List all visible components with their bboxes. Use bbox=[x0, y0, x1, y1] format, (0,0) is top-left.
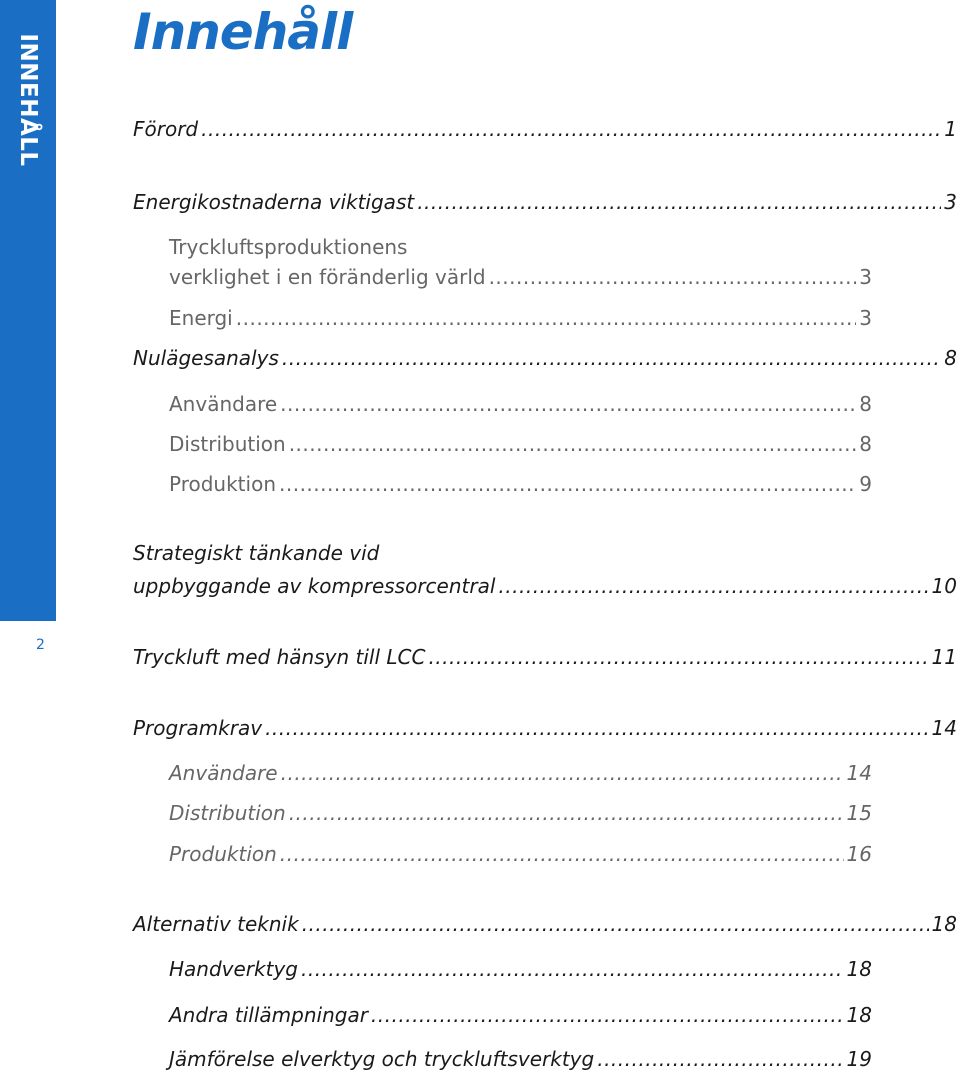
toc-entry-nulagesanalys-produktion[interactable] bbox=[169, 472, 872, 496]
toc-page-number: 16 bbox=[846, 842, 872, 866]
toc-leader bbox=[428, 645, 928, 669]
toc-leader bbox=[289, 801, 844, 825]
toc-label: Nulägesanalys bbox=[133, 346, 279, 370]
toc-leader bbox=[282, 346, 941, 370]
toc-leader bbox=[280, 842, 844, 866]
toc-page-number: 14 bbox=[931, 716, 957, 740]
toc-leader bbox=[236, 306, 857, 330]
page-title: Innehåll bbox=[133, 3, 353, 61]
toc-page-number: 18 bbox=[931, 912, 957, 936]
toc-entry-programkrav[interactable] bbox=[133, 716, 957, 740]
toc-entry-energi[interactable] bbox=[169, 306, 872, 330]
toc-leader bbox=[302, 912, 929, 936]
toc-label: Användare bbox=[169, 761, 278, 785]
toc-leader bbox=[281, 761, 844, 785]
toc-entry-strategiskt-line1[interactable]: Strategiskt tänkande vid bbox=[133, 541, 380, 565]
toc-label: Energi bbox=[169, 306, 233, 330]
toc-page-number: 3 bbox=[944, 190, 957, 214]
side-tab-label: INNEHÅLL bbox=[15, 33, 41, 167]
toc-label: Distribution bbox=[169, 432, 286, 456]
toc-entry-handverktyg[interactable] bbox=[169, 957, 872, 981]
toc-entry-nulagesanalys[interactable] bbox=[133, 346, 957, 370]
toc-leader bbox=[289, 432, 857, 456]
toc-page-number: 11 bbox=[931, 645, 957, 669]
toc-entry-forord[interactable] bbox=[133, 117, 957, 141]
toc-entry-andra-tillampningar[interactable] bbox=[169, 1003, 872, 1027]
toc-entry-tryckluftsproduktionens-line1[interactable]: Tryckluftsproduktionens bbox=[169, 235, 408, 259]
toc-entry-tryckluftsproduktionens[interactable] bbox=[169, 265, 872, 289]
toc-leader bbox=[597, 1047, 843, 1071]
toc-label: Energikostnaderna viktigast bbox=[133, 190, 415, 214]
toc-page-number: 18 bbox=[846, 957, 872, 981]
toc-page-number: 1 bbox=[944, 117, 957, 141]
toc-label: Alternativ teknik bbox=[133, 912, 299, 936]
toc-label: Tryckluft med hänsyn till LCC bbox=[133, 645, 426, 669]
toc-label: Produktion bbox=[169, 472, 276, 496]
toc-leader bbox=[417, 190, 941, 214]
toc-entry-programkrav-distribution[interactable] bbox=[169, 801, 872, 825]
toc-entry-energikostnaderna[interactable] bbox=[133, 190, 957, 214]
toc-entry-programkrav-produktion[interactable] bbox=[169, 842, 872, 866]
toc-label: uppbyggande av kompressorcentral bbox=[133, 574, 496, 598]
toc-page-number: 8 bbox=[859, 392, 872, 416]
toc-label: Distribution bbox=[169, 801, 286, 825]
toc-page-number: 15 bbox=[846, 801, 872, 825]
toc-leader bbox=[301, 957, 844, 981]
toc-page-number: 8 bbox=[859, 432, 872, 456]
toc-label: Programkrav bbox=[133, 716, 263, 740]
toc-label: Användare bbox=[169, 392, 278, 416]
toc-leader bbox=[498, 574, 928, 598]
toc-label: Förord bbox=[133, 117, 199, 141]
toc-label: Andra tillämpningar bbox=[169, 1003, 368, 1027]
toc-leader bbox=[201, 117, 941, 141]
toc-label: Jämförelse elverktyg och tryckluftsverktyg bbox=[169, 1047, 595, 1071]
toc-leader bbox=[265, 716, 928, 740]
toc-leader bbox=[371, 1003, 844, 1027]
toc-page-number: 8 bbox=[944, 346, 957, 370]
toc-entry-alternativ-teknik[interactable] bbox=[133, 912, 957, 936]
toc-label: Produktion bbox=[169, 842, 277, 866]
toc-leader bbox=[489, 265, 857, 289]
toc-entry-nulagesanalys-distribution[interactable] bbox=[169, 432, 872, 456]
toc-leader bbox=[279, 472, 856, 496]
toc-label: Handverktyg bbox=[169, 957, 298, 981]
toc-entry-nulagesanalys-anvandare[interactable] bbox=[169, 392, 872, 416]
toc-entry-tryckluft-lcc[interactable] bbox=[133, 645, 957, 669]
toc-page-number: 19 bbox=[846, 1047, 872, 1071]
toc-entry-jamforelse[interactable] bbox=[169, 1047, 872, 1071]
side-tab bbox=[0, 0, 56, 621]
toc-page-number: 3 bbox=[859, 265, 872, 289]
toc-entry-strategiskt[interactable] bbox=[133, 574, 957, 598]
toc-label: verklighet i en föränderlig värld bbox=[169, 265, 486, 289]
toc-leader bbox=[280, 392, 856, 416]
page-number: 2 bbox=[36, 637, 45, 653]
toc-page-number: 14 bbox=[846, 761, 872, 785]
toc-page-number: 18 bbox=[846, 1003, 872, 1027]
toc-page-number: 3 bbox=[859, 306, 872, 330]
toc-page-number: 9 bbox=[859, 472, 872, 496]
toc-page-number: 10 bbox=[931, 574, 957, 598]
toc-entry-programkrav-anvandare[interactable] bbox=[169, 761, 872, 785]
